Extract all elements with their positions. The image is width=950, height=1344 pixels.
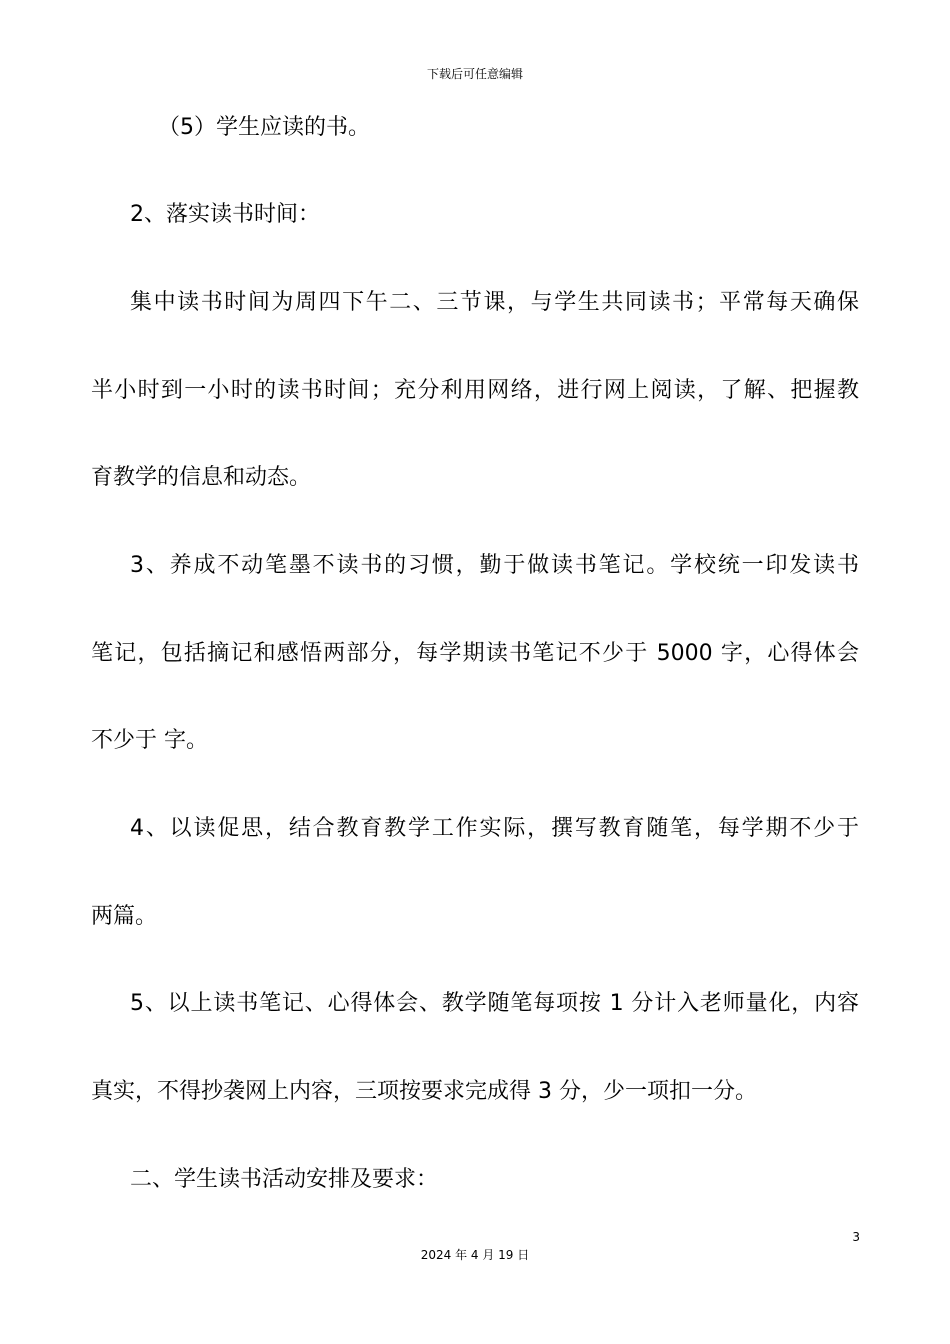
text-line-13: 二、学生读书活动安排及要求： bbox=[130, 1167, 439, 1192]
text-line-7: 笔记，包括摘记和感悟两部分，每学期读书笔记不少于 5000 字，心得体会 bbox=[91, 641, 859, 666]
text-line-12: 真实，不得抄袭网上内容，三项按要求完成得 3 分，少一项扣一分。 bbox=[91, 1079, 757, 1104]
text-line-9: 4、以读促思，结合教育教学工作实际，撰写教育随笔，每学期不少于 bbox=[130, 816, 859, 841]
page-number: 3 bbox=[852, 1230, 860, 1244]
text-line-8: 不少于 字。 bbox=[91, 728, 208, 753]
text-line-10: 两篇。 bbox=[91, 904, 158, 929]
text-line-3: 集中读书时间为周四下午二、三节课，与学生共同读书；平常每天确保 bbox=[130, 290, 859, 315]
text-line-11: 5、以上读书笔记、心得体会、教学随笔每项按 1 分计入老师量化，内容 bbox=[130, 991, 859, 1016]
page-header: 下载后可任意编辑 bbox=[426, 67, 523, 81]
text-line-5: 育教学的信息和动态。 bbox=[91, 465, 312, 490]
text-line-4: 半小时到一小时的读书时间；充分利用网络，进行网上阅读，了解、把握教 bbox=[91, 378, 859, 403]
text-line-6: 3、养成不动笔墨不读书的习惯，勤于做读书笔记。学校统一印发读书 bbox=[130, 553, 859, 578]
footer-date: 2024 年 4 月 19 日 bbox=[420, 1248, 530, 1262]
text-line-1: （5）学生应读的书。 bbox=[158, 115, 370, 140]
text-line-2: 2、落实读书时间： bbox=[130, 202, 320, 227]
